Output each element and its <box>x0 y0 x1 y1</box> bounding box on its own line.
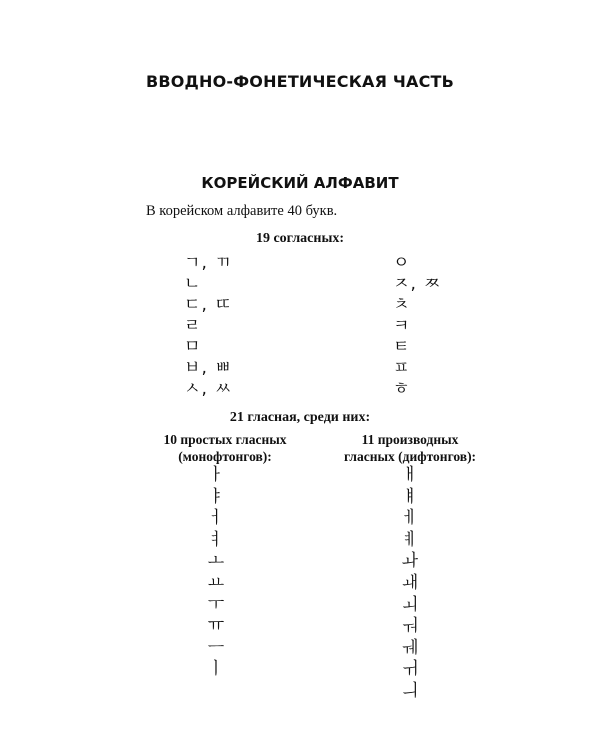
comma: , <box>201 253 207 273</box>
vowel: ㅢ <box>401 680 419 701</box>
compound-vowels-heading-line2: гласных (дифтонгов): <box>343 449 477 464</box>
consonant: ㅍ <box>393 358 410 378</box>
vowel: ㅔ <box>401 508 419 529</box>
consonant-row <box>184 358 231 379</box>
vowel: ㅣ <box>207 659 225 680</box>
vowel: ㅏ <box>207 465 225 485</box>
consonant: ㅈ <box>393 274 410 294</box>
vowel: ㅞ <box>401 637 419 658</box>
consonant: ㄷ <box>184 295 201 315</box>
consonant: ㅂ <box>184 358 201 378</box>
consonant-tense: ㅉ <box>423 274 441 294</box>
consonant-tense: ㅃ <box>214 358 232 378</box>
consonants-heading: 19 согласных: <box>255 231 345 246</box>
consonant-row <box>393 379 440 400</box>
vowel: ㅜ <box>207 594 225 615</box>
vowel: ㅛ <box>207 572 225 593</box>
consonant-row <box>184 253 231 274</box>
consonant-row <box>393 274 440 295</box>
consonant-row <box>393 358 440 379</box>
vowel: ㅖ <box>401 529 419 550</box>
vowels-heading: 21 гласная, среди них: <box>229 410 371 425</box>
vowel: ㅑ <box>207 486 225 507</box>
consonants-right-column <box>393 253 440 400</box>
consonant: ㅊ <box>393 295 410 315</box>
consonant: ㅋ <box>393 316 410 336</box>
consonant-row <box>184 316 231 337</box>
vowel: ㅟ <box>401 659 419 680</box>
consonant-tense: ㄲ <box>214 253 232 273</box>
vowel: ㅚ <box>401 594 419 615</box>
consonant: ㅅ <box>184 379 201 399</box>
consonant-row <box>184 274 231 295</box>
simple-vowels-heading-line1: 10 простых гласных <box>163 432 287 447</box>
vowel: ㅐ <box>401 465 419 485</box>
alphabet-title: КОРЕЙСКИЙ АЛФАВИТ <box>201 174 399 192</box>
consonant: ㅎ <box>393 379 410 399</box>
compound-vowels-heading <box>330 431 490 465</box>
simple-vowels-heading <box>150 431 300 465</box>
consonant: ㄱ <box>184 253 201 273</box>
vowel: ㅒ <box>401 486 419 507</box>
comma: , <box>201 358 207 378</box>
consonant-row <box>393 316 440 337</box>
consonant-tense: ㅆ <box>214 379 232 399</box>
vowel: ㅘ <box>401 551 419 572</box>
vowel: ㅝ <box>401 616 419 637</box>
section-title: ВВОДНО-ФОНЕТИЧЕСКАЯ ЧАСТЬ <box>145 72 455 91</box>
consonant-row <box>184 379 231 400</box>
consonant-tense: ㄸ <box>214 295 232 315</box>
comma: , <box>201 379 207 399</box>
consonant-row <box>393 295 440 316</box>
vowel: ㅡ <box>207 637 225 658</box>
simple-vowels-column <box>196 465 236 681</box>
vowel: ㅕ <box>207 529 225 550</box>
simple-vowels-heading-line2: (монофтонгов): <box>178 449 272 464</box>
consonant-row <box>184 337 231 358</box>
consonant-row <box>393 337 440 358</box>
consonant: ㅌ <box>393 337 410 357</box>
consonant: ㅇ <box>393 253 410 273</box>
consonant: ㅁ <box>184 337 201 357</box>
vowel: ㅙ <box>401 572 419 593</box>
consonant: ㄹ <box>184 316 201 336</box>
intro-text: В корейском алфавите 40 букв. <box>146 203 338 219</box>
comma: , <box>410 274 416 294</box>
vowel: ㅗ <box>207 551 225 572</box>
consonants-left-column <box>184 253 231 400</box>
compound-vowels-column <box>390 465 430 703</box>
consonant: ㄴ <box>184 274 201 294</box>
vowel: ㅓ <box>207 508 225 529</box>
consonant-row <box>393 253 440 274</box>
consonant-row <box>184 295 231 316</box>
compound-vowels-heading-line1: 11 производных <box>361 432 459 447</box>
comma: , <box>201 295 207 315</box>
vowel: ㅠ <box>207 616 225 637</box>
